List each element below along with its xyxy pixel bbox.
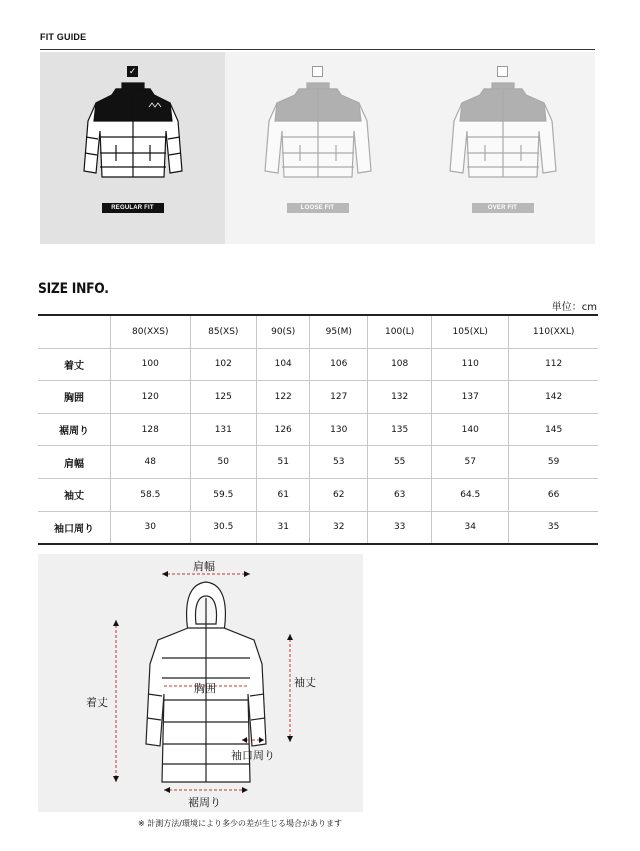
size-info-title: SIZE INFO. [38,281,109,297]
row-label: 肩幅 [38,446,111,479]
fit-option-over[interactable] [410,52,595,244]
table-cell: 53 [310,446,368,479]
table-cell: 30.5 [190,511,256,544]
chest-label: 胸囲 [194,682,216,695]
table-cell: 100 [111,348,191,381]
over-fit-jacket-icon [448,81,558,189]
table-row [38,413,598,446]
table-row [38,348,598,381]
table-cell: 142 [509,381,598,414]
table-cell: 131 [190,413,256,446]
column-header: 85(XS) [190,315,256,348]
table-cell: 140 [432,413,509,446]
measurement-diagram [38,554,363,812]
loose-fit-label: LOOSE FIT [287,203,349,213]
table-cell: 126 [257,413,310,446]
size-table [38,314,598,545]
regular-fit-label: REGULAR FIT [102,203,164,213]
regular-fit-checkbox[interactable]: ✓ [128,66,137,76]
table-cell: 130 [310,413,368,446]
table-cell: 64.5 [432,478,509,511]
fit-option-loose[interactable] [225,52,410,244]
table-cell: 33 [368,511,432,544]
table-cell: 50 [190,446,256,479]
table-cell: 32 [310,511,368,544]
table-cell: 59 [509,446,598,479]
over-fit-checkbox[interactable] [497,66,508,77]
table-cell: 145 [509,413,598,446]
table-cell: 135 [368,413,432,446]
over-fit-label: OVER FIT [472,203,534,213]
table-header-row [38,315,598,348]
shoulder-label: 肩幅 [193,560,215,573]
regular-fit-jacket-icon [78,81,188,189]
hem-label: 裾周り [188,796,221,809]
table-corner-cell [38,315,111,348]
table-cell: 31 [257,511,310,544]
length-label: 着丈 [86,696,108,709]
fit-guide-divider [40,49,595,50]
table-cell: 132 [368,381,432,414]
table-cell: 30 [111,511,191,544]
fit-guide-title: FIT GUIDE [40,32,87,42]
fit-guide-panels [40,52,595,244]
table-cell: 63 [368,478,432,511]
fit-option-regular[interactable] [40,52,225,244]
table-row [38,446,598,479]
row-label: 袖口周り [38,511,111,544]
row-label: 着丈 [38,348,111,381]
table-cell: 127 [310,381,368,414]
sleeve-label: 袖丈 [294,676,316,689]
table-cell: 122 [257,381,310,414]
row-label: 裾周り [38,413,111,446]
table-cell: 125 [190,381,256,414]
table-cell: 62 [310,478,368,511]
measurement-note: ※ 計測方法/環境により多少の差が生じる場合があります [138,819,342,828]
table-cell: 58.5 [111,478,191,511]
column-header: 80(XXS) [111,315,191,348]
column-header: 110(XXL) [509,315,598,348]
table-cell: 106 [310,348,368,381]
loose-fit-jacket-icon [263,81,373,189]
table-cell: 110 [432,348,509,381]
column-header: 95(M) [310,315,368,348]
table-cell: 57 [432,446,509,479]
table-cell: 120 [111,381,191,414]
table-cell: 35 [509,511,598,544]
table-cell: 104 [257,348,310,381]
row-label: 胸囲 [38,381,111,414]
column-header: 105(XL) [432,315,509,348]
table-cell: 59.5 [190,478,256,511]
row-label: 袖丈 [38,478,111,511]
table-cell: 112 [509,348,598,381]
table-row [38,511,598,544]
table-row [38,381,598,414]
table-cell: 66 [509,478,598,511]
table-cell: 102 [190,348,256,381]
table-cell: 108 [368,348,432,381]
table-cell: 128 [111,413,191,446]
cuff-label: 袖口周り [231,749,275,762]
column-header: 100(L) [368,315,432,348]
table-cell: 55 [368,446,432,479]
table-cell: 34 [432,511,509,544]
column-header: 90(S) [257,315,310,348]
table-row [38,478,598,511]
loose-fit-checkbox[interactable] [312,66,323,77]
table-cell: 137 [432,381,509,414]
unit-label: 単位：cm [551,302,597,313]
table-cell: 51 [257,446,310,479]
table-cell: 61 [257,478,310,511]
table-cell: 48 [111,446,191,479]
